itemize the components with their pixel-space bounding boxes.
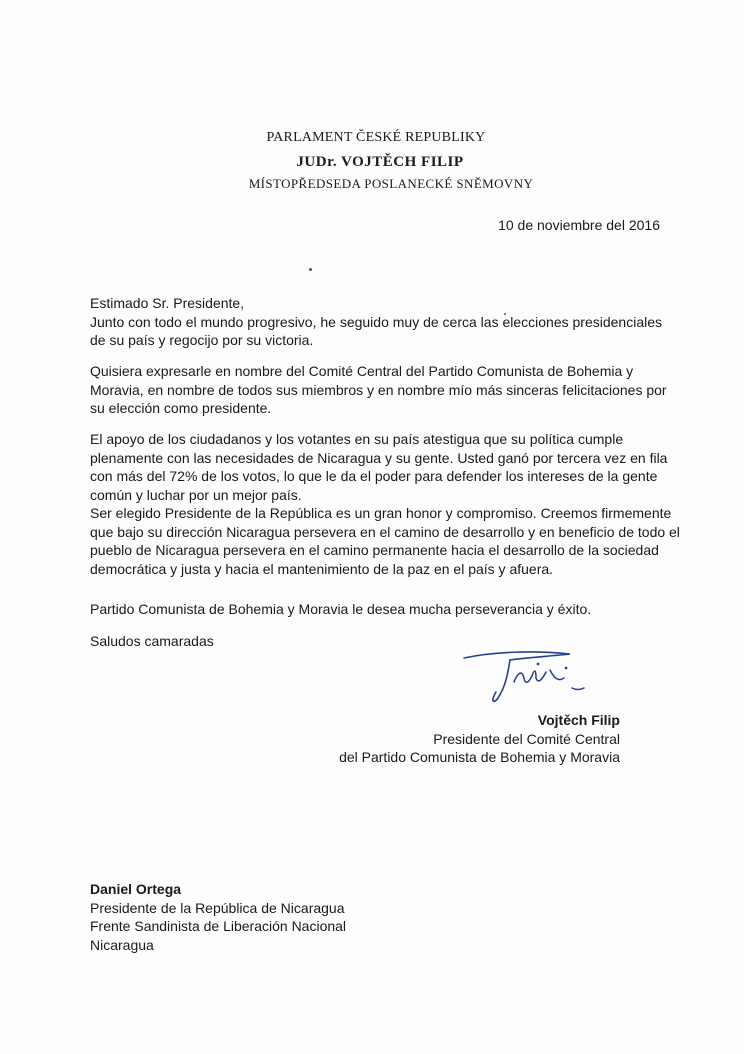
- paragraph-4: Ser elegido Presidente de la República es un gran honor y compromiso. Creemos firmemente que bajo su dirección Nicaragua persevera en el camino de desarrollo y en beneficio de todo el pueblo de Nicaragua persevera en el camino permanente hacia el desarrollo de la sociedad democrática y justa y hacia el mantenimiento de la paz en el país y afuera.: [90, 505, 680, 577]
- recipient-address: [90, 880, 346, 954]
- closing: Saludos camaradas: [90, 633, 214, 649]
- scan-speck: [309, 268, 312, 271]
- letterhead-position: MÍSTOPŘEDSEDA POSLANECKÉ SNĚMOVNY: [248, 176, 534, 191]
- recipient-line-3: Nicaragua: [90, 936, 154, 953]
- salutation-block: [90, 294, 680, 350]
- handwritten-signature: [462, 648, 592, 708]
- letter-date: 10 de noviembre del 2016: [498, 217, 660, 233]
- recipient-line-2: Frente Sandinista de Liberación Nacional: [90, 918, 347, 934]
- recipient-name: Daniel Ortega: [90, 881, 182, 897]
- paragraph-1: Junto con todo el mundo progresivo, he seguido muy de cerca las elecciones presidenciales de su país y regocijo por su victoria.: [90, 313, 663, 349]
- letterhead: [0, 128, 744, 194]
- signatory-name: Vojtěch Filip: [537, 712, 620, 728]
- paragraph-3: El apoyo de los ciudadanos y los votantes en su país atestigua que su política cumple plenamente con las necesidades de Nicaragua y su gente. Usted ganó por tercera vez en fila con más del 72% de los votos, lo que le da el poder para defender los intereses de la gente común y luchar por un mejor país.: [90, 431, 668, 503]
- salutation: Estimado Sr. Presidente,: [90, 295, 245, 311]
- signature-block: [330, 711, 620, 767]
- letterhead-institution: PARLAMENT ČESKÉ REPUBLIKY: [266, 130, 486, 145]
- paragraph-2: Quisiera expresarle en nombre del Comité Central del Partido Comunista de Bohemia y Moravia, en nombre de todos sus miembros y en nombre mío más sinceras felicitaciones por su elección como presidente.: [90, 363, 667, 417]
- signatory-title-2: del Partido Comunista de Bohemia y Moravia: [339, 749, 620, 765]
- signatory-title-1: Presidente del Comité Central: [433, 730, 620, 747]
- recipient-line-1: Presidente de la República de Nicaragua: [90, 899, 345, 916]
- letterhead-name: JUDr. VOJTĚCH FILIP: [296, 154, 464, 170]
- paragraph-5: Partido Comunista de Bohemia y Moravia le desea mucha perseverancia y éxito.: [90, 601, 592, 617]
